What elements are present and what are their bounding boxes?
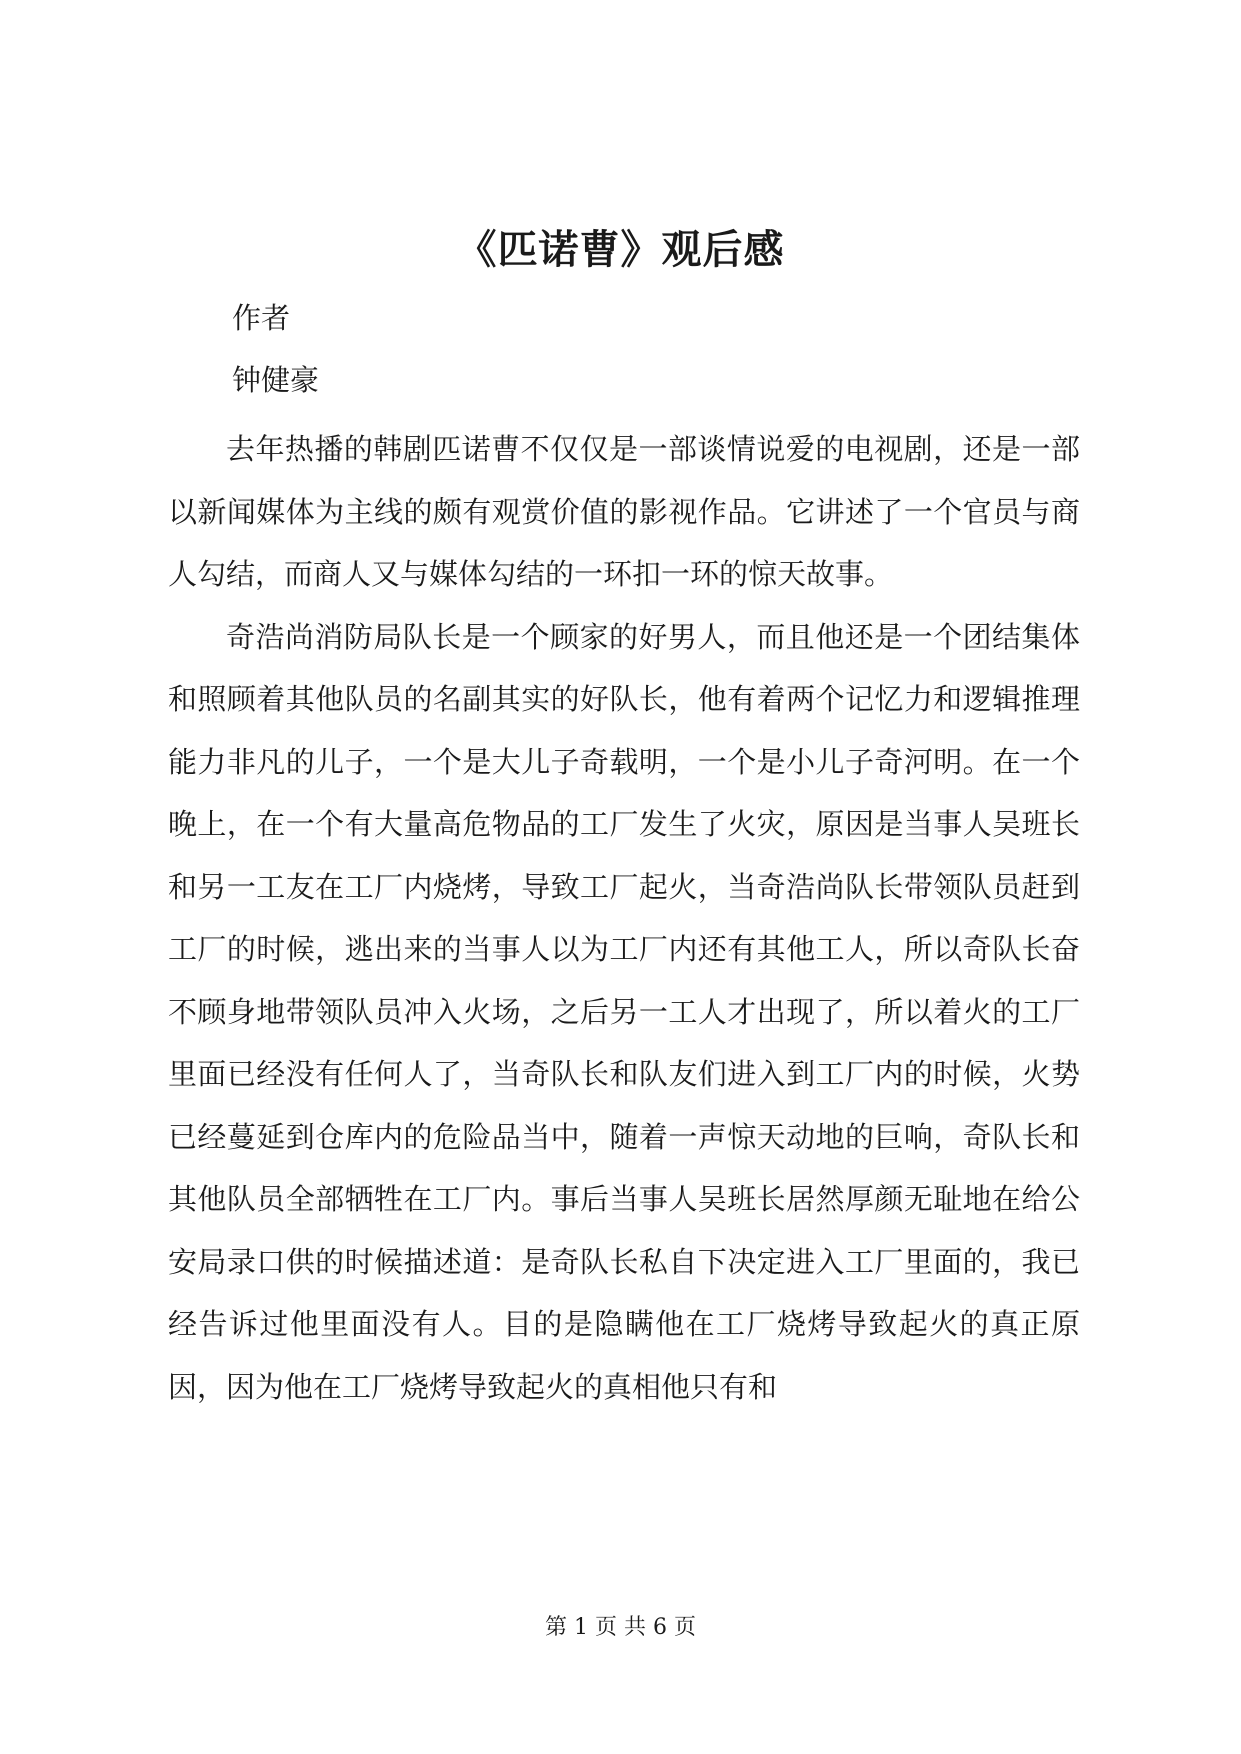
article-body [168,418,1080,1418]
author-name: 钟健豪 [232,363,320,397]
page-title: 《匹诺曹》观后感 [456,226,785,273]
paragraph: 去年热播的韩剧匹诺曹不仅仅是一部谈情说爱的电视剧，还是一部以新闻媒体为主线的颇有观赏价值的影视作品。它讲述了一个官员与商人勾结，而商人又与媒体勾结的一环扣一环的惊天故事。 [168,432,1080,591]
paragraph: 奇浩尚消防局队长是一个顾家的好男人，而且他还是一个团结集体和照顾着其他队员的名副其实的好队长，他有着两个记忆力和逻辑推理能力非凡的儿子，一个是大儿子奇载明，一个是小儿子奇河明。在一个晚上，在一个有大量高危物品的工厂发生了火灾，原因是当事人吴班长和另一工友在工厂内烧烤，导致工厂起火，当奇浩尚队长带领队员赶到工厂的时候，逃出来的当事人以为工厂内还有其他工人，所以奇队长奋不顾身地带领队员冲入火场，之后另一工人才出现了，所以着火的工厂里面已经没有任何人了，当奇队长和队友们进入到工厂内的时候，火势已经蔓延到仓库内的危险品当中，随着一声惊天动地的巨响，奇队长和其他队员全部牺牲在工厂内。事后当事人吴班长居然厚颜无耻地在给公安局录口供的时候描述道：是奇队长私自下决定进入工厂里面的，我已经告诉过他里面没有人。目的是隐瞒他在工厂烧烤导致起火的真正原因，因为他在工厂烧烤导致起火的真相他只有和 [168,619,1080,1404]
author-label: 作者 [232,301,291,335]
page-footer: 第 1 页 共 6 页 [545,1615,696,1640]
